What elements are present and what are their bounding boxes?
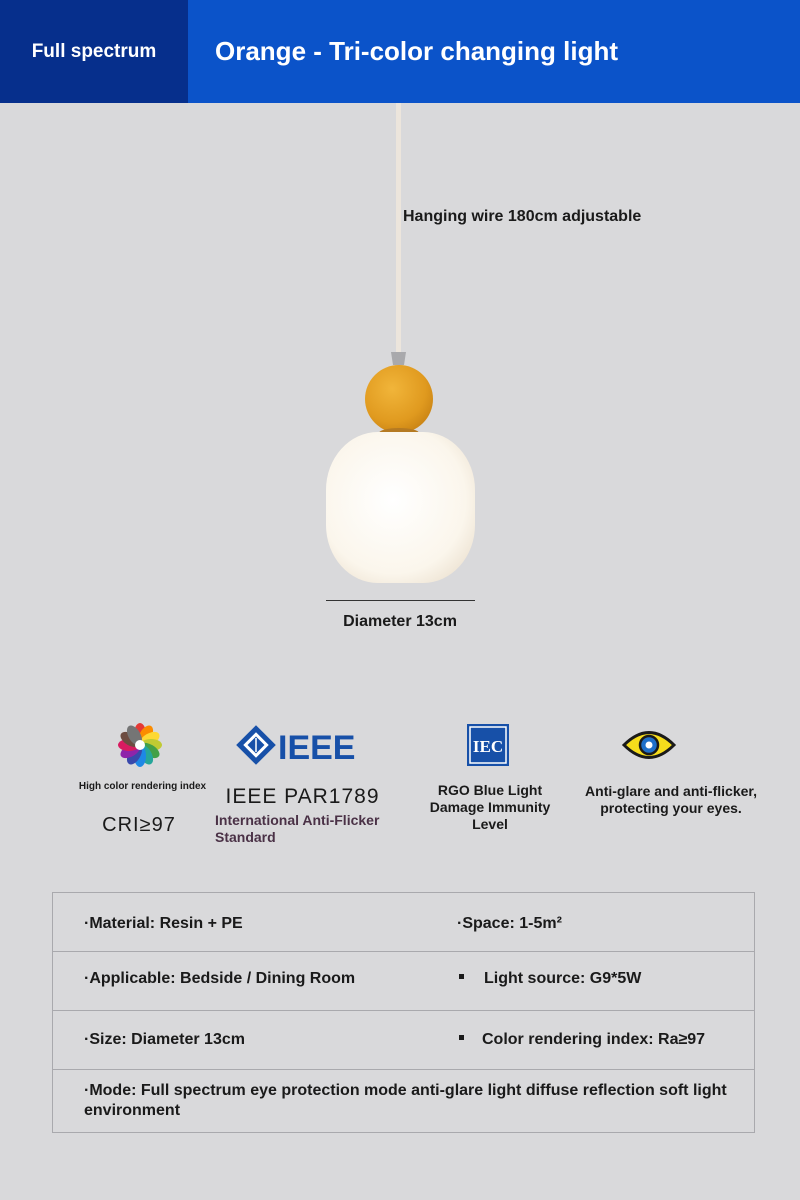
spec-material: ·Material: Resin + PE <box>84 915 243 932</box>
wire-connector <box>391 352 406 365</box>
ieee-standard-line1: International Anti-Flicker <box>215 812 380 828</box>
iec-logo-text: IEC <box>472 737 504 756</box>
ieee-logo-text: IEEE <box>278 729 356 766</box>
cri-value: CRI≥97 <box>102 814 176 836</box>
spec-space: ·Space: 1-5m² <box>457 915 562 932</box>
header-tag: Full spectrum <box>0 0 188 103</box>
eye-icon <box>621 726 677 764</box>
page-title: Orange - Tri-color changing light <box>188 0 800 103</box>
spec-row <box>53 893 754 952</box>
ieee-standard-description <box>215 812 400 846</box>
spec-applicable: ·Applicable: Bedside / Dining Room <box>84 970 356 987</box>
spec-light-source: Light source: G9*5W <box>484 970 642 987</box>
iec-line3: Level <box>472 816 508 832</box>
iec-description <box>420 782 560 833</box>
cri-caption: High color rendering index <box>78 781 207 792</box>
spec-mode: ·Mode: Full spectrum eye protection mode anti-glare light diffuse reflection soft light environment <box>84 1082 727 1119</box>
bullet-icon <box>459 974 464 979</box>
spec-light-source-cell <box>459 970 641 988</box>
iec-logo <box>467 724 509 766</box>
eye-line1: Anti-glare and anti-flicker, <box>585 783 757 799</box>
specifications-table <box>52 892 755 1133</box>
iec-line2: Damage Immunity <box>429 799 551 815</box>
diameter-dimension-line <box>326 600 475 601</box>
spec-cri: Color rendering index: Ra≥97 <box>482 1031 706 1048</box>
ieee-logo <box>236 724 370 766</box>
spec-row <box>53 1070 754 1132</box>
ieee-standard-line2: Standard <box>215 829 276 845</box>
spec-row <box>53 1011 754 1070</box>
hanging-wire <box>396 103 401 355</box>
diameter-label: Diameter 13cm <box>343 613 457 630</box>
wire-length-label: Hanging wire 180cm adjustable <box>403 208 642 225</box>
iec-line1: RGO Blue Light <box>437 782 543 798</box>
orange-ball <box>365 365 433 433</box>
eye-line2: protecting your eyes. <box>600 800 742 816</box>
spec-cri-cell <box>459 1031 705 1049</box>
bullet-icon <box>459 1035 464 1040</box>
lamp-shade <box>326 432 475 583</box>
spec-size: ·Size: Diameter 13cm <box>84 1031 245 1048</box>
ieee-standard-code: IEEE PAR1789 <box>225 785 380 808</box>
color-wheel-icon <box>117 722 163 768</box>
eye-protection-description <box>575 783 767 817</box>
spec-row <box>53 952 754 1011</box>
